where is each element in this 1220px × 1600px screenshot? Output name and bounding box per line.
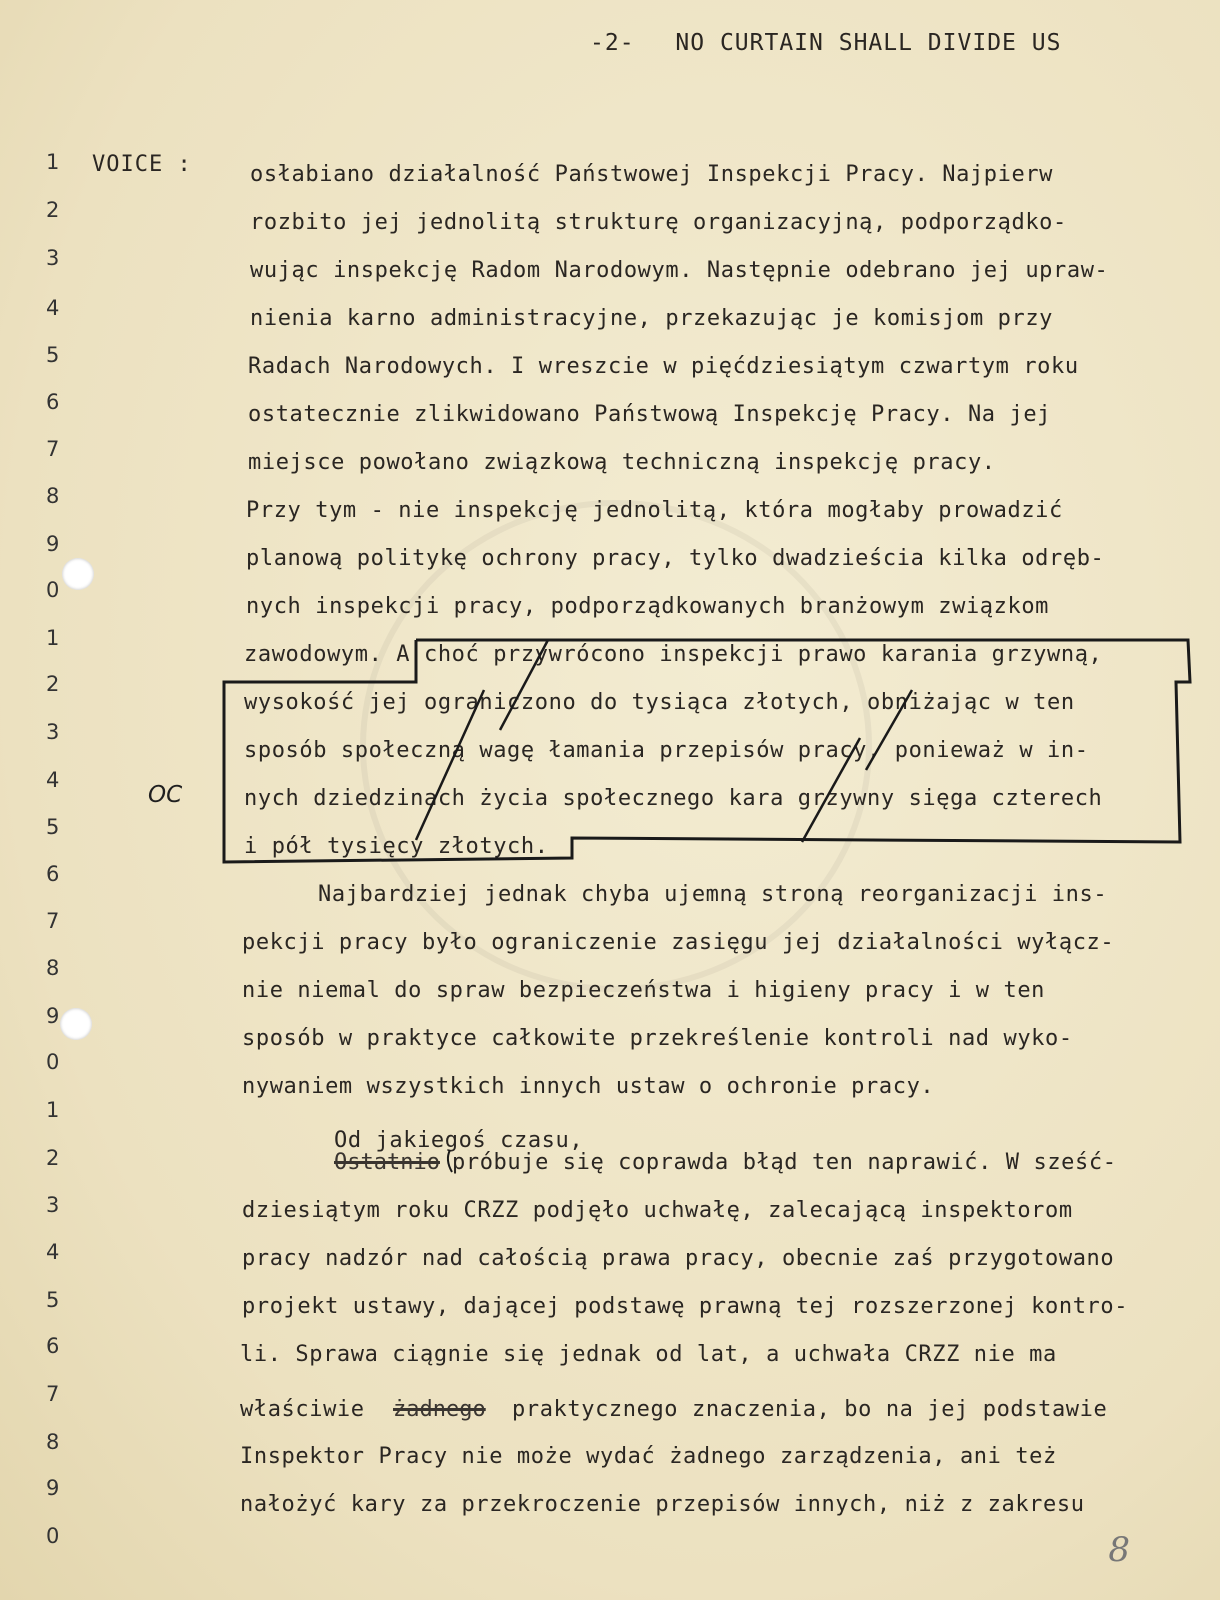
line-number: 4	[46, 296, 60, 320]
line-number: 4	[46, 768, 60, 792]
text-line: projekt ustawy, dającej podstawę prawną tej rozszerzonej kontro-	[242, 1294, 1129, 1319]
text-line: sposób społeczną wagę łamania przepisów pracy, ponieważ w in-	[244, 738, 1089, 763]
handwritten-insertion: Od jakiegoś czasu,	[334, 1128, 584, 1153]
line-number: 3	[46, 1193, 60, 1217]
line-number: 5	[46, 815, 60, 839]
text-line: nienia karno administracyjne, przekazując je komisjom przy	[250, 306, 1054, 331]
text-line: i pół tysięcy złotych.	[244, 834, 549, 859]
text-line: próbuje się coprawda błąd ten naprawić. W sześć-	[452, 1150, 1117, 1175]
text-line: osłabiano działalność Państwowej Inspekcji Pracy. Najpierw	[250, 162, 1054, 187]
line-number: 9	[46, 1004, 60, 1028]
cut-slash	[500, 640, 548, 730]
page-marker: -2-	[590, 30, 635, 56]
line-number: 7	[46, 437, 60, 461]
text-line: nych inspekcji pracy, podporządkowanych branżowym związkom	[246, 594, 1050, 619]
line-number: 1	[46, 1098, 60, 1122]
line-number: 8	[46, 1430, 60, 1454]
line-number: 5	[46, 343, 60, 367]
text-line: nych dziedzinach życia społecznego kara grzywny sięga czterech	[244, 786, 1103, 811]
text-line: li. Sprawa ciągnie się jednak od lat, a uchwała CRZZ nie ma	[240, 1342, 1057, 1367]
cut-slash	[416, 690, 484, 840]
line-number: 0	[46, 578, 60, 602]
text-line: Inspektor Pracy nie może wydać żadnego zarządzenia, ani też	[240, 1444, 1057, 1469]
line-number: 4	[46, 1240, 60, 1264]
line-number: 3	[46, 246, 60, 270]
line-number: 3	[46, 720, 60, 744]
text-line: praktycznego znaczenia, bo na jej podstawie	[512, 1397, 1108, 1422]
punch-hole	[62, 558, 94, 590]
punch-hole	[60, 1008, 92, 1040]
cut-slash	[802, 738, 860, 842]
cut-bracket	[224, 640, 1190, 862]
handwritten-margin-note: OC	[148, 782, 183, 808]
line-number: 0	[46, 1050, 60, 1074]
line-number: 2	[46, 1146, 60, 1170]
text-line: ostatecznie zlikwidowano Państwową Inspekcję Pracy. Na jej	[248, 402, 1052, 427]
text-line: nałożyć kary za przekroczenie przepisów innych, niż z zakresu	[240, 1492, 1085, 1517]
line-number: 2	[46, 672, 60, 696]
text-line: pekcji pracy było ograniczenie zasięgu jej działalności wyłącz-	[242, 930, 1115, 955]
line-number: 1	[46, 150, 60, 174]
text-line: sposób w praktyce całkowite przekreślenie kontroli nad wyko-	[242, 1026, 1073, 1051]
text-line: wując inspekcję Radom Narodowym. Następnie odebrano jej upraw-	[250, 258, 1109, 283]
text-line: pracy nadzór nad całością prawa pracy, obecnie zaś przygotowano	[242, 1246, 1115, 1271]
text-line: nie niemal do spraw bezpieczeństwa i higieny pracy i w ten	[242, 978, 1046, 1003]
speaker-label: VOICE :	[92, 152, 192, 177]
struck-word: żadnego	[393, 1397, 486, 1422]
text-line: nywaniem wszystkich innych ustaw o ochronie pracy.	[242, 1074, 935, 1099]
text-line: Najbardziej jednak chyba ujemną stroną reorganizacji ins-	[318, 882, 1108, 907]
text-line-prefix: właściwie	[240, 1397, 365, 1422]
line-number: 6	[46, 390, 60, 414]
text-line: miejsce powołano związkową techniczną inspekcję pracy.	[248, 450, 996, 475]
text-line: Radach Narodowych. I wreszcie w pięćdziesiątym czwartym roku	[248, 354, 1079, 379]
text-line: zawodowym. A choć przywrócono inspekcji prawo karania grzywną,	[244, 642, 1103, 667]
line-number: 2	[46, 198, 60, 222]
struck-word: Ostatnio	[334, 1150, 440, 1175]
line-number: 7	[46, 909, 60, 933]
line-number: 6	[46, 1334, 60, 1358]
text-line: planową politykę ochrony pracy, tylko dwadzieścia kilka odręb-	[246, 546, 1105, 571]
line-number: 8	[46, 956, 60, 980]
text-line: rozbito jej jednolitą strukturę organizacyjną, podporządko-	[250, 210, 1067, 235]
line-number: 1	[46, 626, 60, 650]
page-number: 8	[1108, 1530, 1130, 1570]
line-number: 0	[46, 1524, 60, 1548]
line-number: 9	[46, 1476, 60, 1500]
insertion-caret	[448, 1150, 452, 1172]
text-line: dziesiątym roku CRZZ podjęło uchwałę, zalecającą inspektorom	[242, 1198, 1073, 1223]
line-number: 9	[46, 532, 60, 556]
text-line: Przy tym - nie inspekcję jednolitą, która mogłaby prowadzić	[246, 498, 1063, 523]
text-line: wysokość jej ograniczono do tysiąca złotych, obniżając w ten	[244, 690, 1075, 715]
cut-slash	[866, 690, 912, 770]
line-number: 7	[46, 1382, 60, 1406]
script-title: NO CURTAIN SHALL DIVIDE US	[675, 30, 1062, 56]
line-number: 8	[46, 484, 60, 508]
line-number: 5	[46, 1288, 60, 1312]
line-number: 6	[46, 862, 60, 886]
